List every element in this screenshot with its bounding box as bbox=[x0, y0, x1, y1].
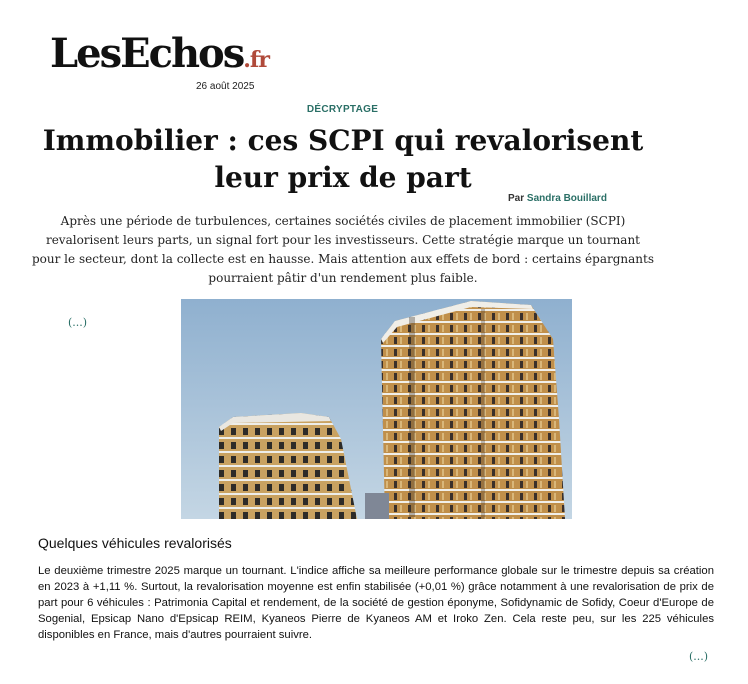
article-lead: Après une période de turbulences, certaines sociétés civiles de placement immobilier (SCPI) revalorisent leurs parts, un signal fort pour les investisseurs. Cette stratégie marque un tournant pour le secteur, dont la collecte est en hausse. Mais attention aux effets de bord : certains épargnants pourraient pâtir d'un rendement plus faible. bbox=[32, 214, 654, 285]
byline-prefix: Par bbox=[508, 193, 525, 204]
read-more-ellipsis: (...) bbox=[689, 650, 709, 663]
section-heading: Quelques véhicules revalorisés bbox=[38, 535, 232, 551]
logo-wordmark: LesEchos bbox=[50, 30, 244, 77]
article-kicker[interactable]: DÉCRYPTAGE bbox=[306, 104, 379, 115]
article-headline: Immobilier : ces SCPI qui revalorisent leur prix de part bbox=[42, 124, 644, 194]
logo-domain-suffix: .fr bbox=[243, 47, 269, 73]
publication-date: 26 août 2025 bbox=[196, 81, 255, 92]
truncation-ellipsis: (...) bbox=[68, 316, 88, 329]
article-photo-buildings bbox=[181, 299, 572, 519]
les-echos-logo[interactable] bbox=[50, 30, 269, 77]
article-body: Le deuxième trimestre 2025 marque un tournant. L'indice affiche sa meilleure performance globale sur le trimestre depuis sa création en 2023 à +1,11 %. Surtout, la revalorisation moyenne est enfin stabilisée (+0,01 %) grâce notamment à une revalorisation de prix de part pour 6 véhicules : Patrimonia Capital et rendement, de la société de gestion éponyme, Sofidynamic de Sofidy, Coeur d'Europe de Sogenial, Epsicap Nano d'Epsicap REIM, Kyaneos Pierre de Kyaneos AM et Iroko Zen. Cela reste peu, sur les 225 véhicules disponibles en France, mais d'autres pourraient suivre. bbox=[38, 565, 714, 641]
article-byline bbox=[508, 193, 607, 204]
author-link[interactable]: Sandra Bouillard bbox=[526, 193, 607, 204]
